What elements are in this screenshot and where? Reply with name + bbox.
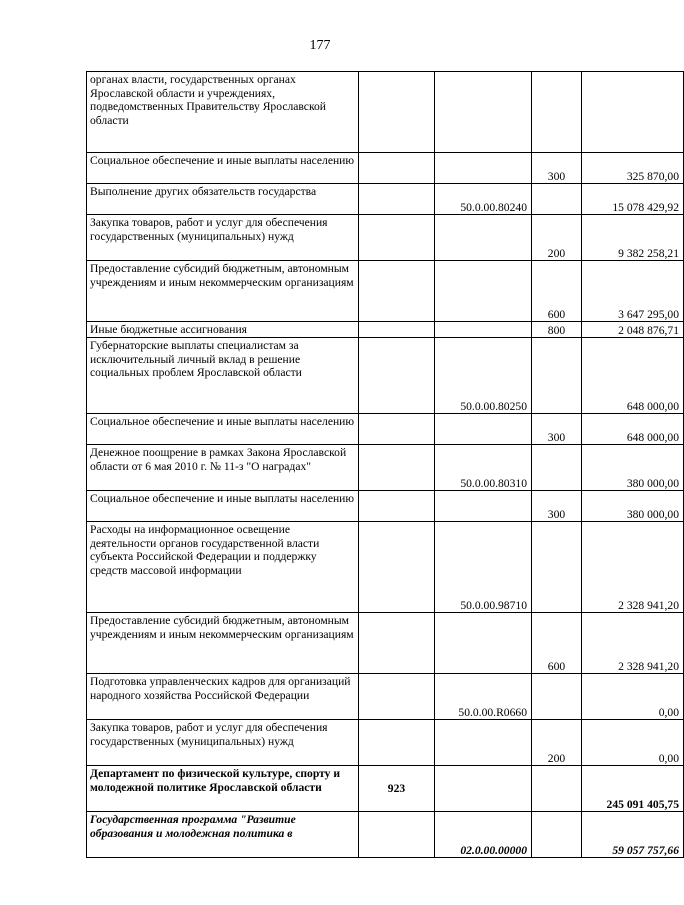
row-sum: 2 328 941,20 [582,613,684,674]
row-name: Выполнение других обязательств государства [87,184,359,215]
row-dept [359,153,435,184]
row-code [435,322,532,338]
table-row [87,414,684,445]
row-dept [359,812,435,858]
table-row [87,522,684,613]
row-vr [532,522,582,613]
row-dept [359,674,435,720]
row-dept [359,215,435,261]
table-row [87,153,684,184]
row-dept [359,522,435,613]
row-code: 50.0.00.R0660 [435,674,532,720]
row-code: 02.0.00.00000 [435,812,532,858]
row-dept [359,613,435,674]
row-sum: 648 000,00 [582,338,684,414]
row-code [435,261,532,322]
table-row [87,674,684,720]
row-name: Социальное обеспечение и иные выплаты населению [87,491,359,522]
row-sum: 648 000,00 [582,414,684,445]
budget-table-body [87,72,684,858]
row-sum: 0,00 [582,720,684,766]
row-code [435,766,532,812]
table-row [87,491,684,522]
row-dept [359,445,435,491]
row-sum: 380 000,00 [582,491,684,522]
table-row [87,720,684,766]
row-vr [532,184,582,215]
row-sum: 59 057 757,66 [582,812,684,858]
row-code: 50.0.00.80310 [435,445,532,491]
table-row [87,322,684,338]
table-row [87,445,684,491]
row-sum: 0,00 [582,674,684,720]
row-vr [532,766,582,812]
row-code [435,153,532,184]
row-code: 50.0.00.80250 [435,338,532,414]
row-dept [359,261,435,322]
row-code [435,491,532,522]
row-dept [359,491,435,522]
row-dept [359,184,435,215]
row-sum: 2 048 876,71 [582,322,684,338]
table-row [87,338,684,414]
row-vr: 300 [532,414,582,445]
table-row [87,613,684,674]
row-sum [582,72,684,153]
row-name: Подготовка управленческих кадров для организаций народного хозяйства Российской Федерации [87,674,359,720]
row-sum: 2 328 941,20 [582,522,684,613]
row-code: 50.0.00.80240 [435,184,532,215]
row-name: Социальное обеспечение и иные выплаты населению [87,414,359,445]
row-dept [359,720,435,766]
budget-table [86,71,684,858]
row-name: Закупка товаров, работ и услуг для обеспечения государственных (муниципальных) нужд [87,215,359,261]
row-name: Иные бюджетные ассигнования [87,322,359,338]
row-sum: 3 647 295,00 [582,261,684,322]
row-vr: 200 [532,215,582,261]
table-row [87,72,684,153]
row-name: Закупка товаров, работ и услуг для обеспечения государственных (муниципальных) нужд [87,720,359,766]
table-row [87,184,684,215]
row-vr: 300 [532,153,582,184]
row-name: Предоставление субсидий бюджетным, автономным учреждениям и иным некоммерческим организациям [87,261,359,322]
row-name: Губернаторские выплаты специалистам за исключительный личный вклад в решение социальных проблем Ярославской области [87,338,359,414]
row-vr [532,72,582,153]
row-vr [532,338,582,414]
row-sum: 15 078 429,92 [582,184,684,215]
row-vr: 600 [532,613,582,674]
row-code [435,720,532,766]
row-sum: 245 091 405,75 [582,766,684,812]
row-name: Департамент по физической культуре, спорту и молодежной политике Ярославской области [87,766,359,812]
table-row [87,766,684,812]
row-name: Денежное поощрение в рамках Закона Ярославской области от 6 мая 2010 г. № 11-з "О наградах" [87,445,359,491]
row-dept: 923 [359,766,435,812]
row-sum: 9 382 258,21 [582,215,684,261]
row-dept [359,414,435,445]
row-code [435,414,532,445]
row-vr [532,445,582,491]
row-code: 50.0.00.98710 [435,522,532,613]
row-vr: 200 [532,720,582,766]
page-number: 177 [309,38,331,53]
row-dept [359,72,435,153]
row-vr: 600 [532,261,582,322]
table-row [87,812,684,858]
row-vr: 800 [532,322,582,338]
row-name: Расходы на информационное освещение деятельности органов государственной власти субъекта Российской Федерации и поддержку средств массовой информации [87,522,359,613]
row-vr [532,674,582,720]
row-name: Социальное обеспечение и иные выплаты населению [87,153,359,184]
row-code [435,72,532,153]
row-name: Государственная программа "Развитие образования и молодежная политика в [87,812,359,858]
row-code [435,613,532,674]
table-row [87,261,684,322]
row-sum: 325 870,00 [582,153,684,184]
table-row [87,215,684,261]
row-vr: 300 [532,491,582,522]
row-vr [532,812,582,858]
row-sum: 380 000,00 [582,445,684,491]
row-name: органах власти, государственных органах Ярославской области и учреждениях, подведомственных Правительству Ярославской области [87,72,359,153]
row-name: Предоставление субсидий бюджетным, автономным учреждениям и иным некоммерческим организациям [87,613,359,674]
row-dept [359,338,435,414]
row-code [435,215,532,261]
row-dept [359,322,435,338]
